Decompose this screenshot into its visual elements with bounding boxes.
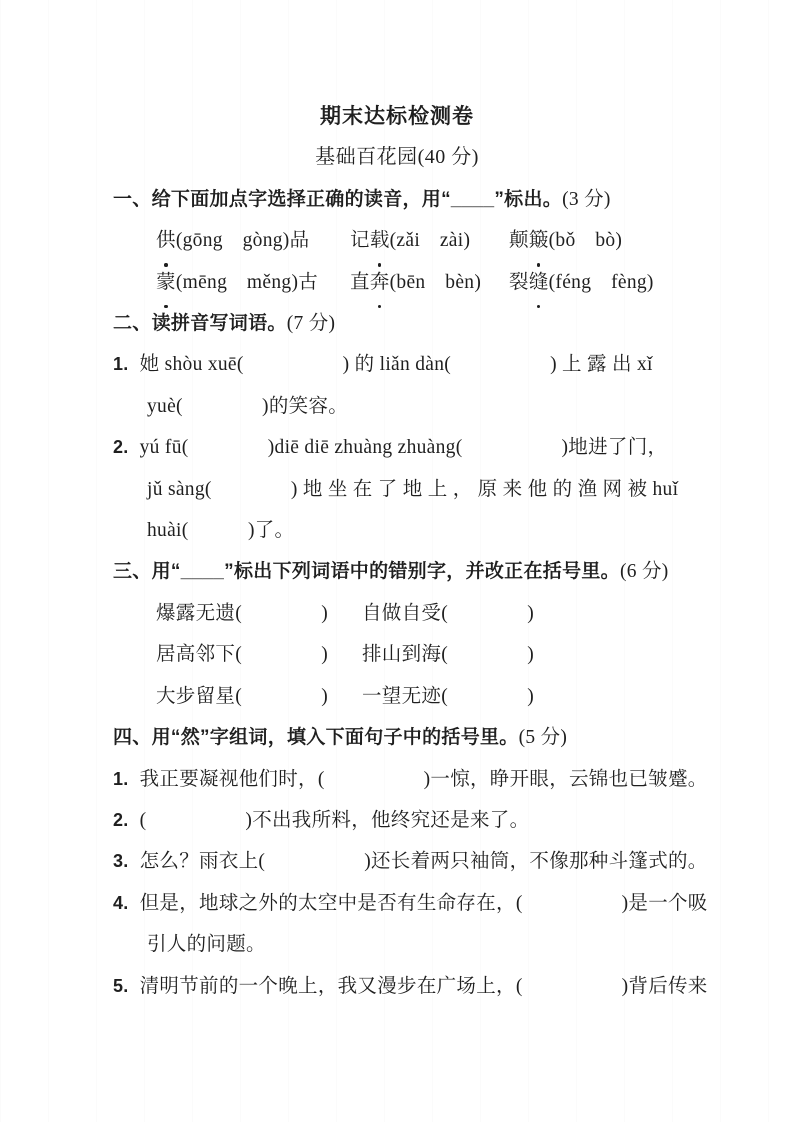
section-3-heading (113, 551, 681, 592)
page-subtitle: 基础百花园(40 分) (315, 146, 479, 169)
question-item-line (113, 344, 681, 385)
pinyin-item (509, 220, 681, 261)
section-4-heading (113, 717, 681, 758)
pinyin-item-post: (gōng gòng)品 (175, 230, 310, 252)
question-item-line (113, 883, 708, 924)
question-item-line (113, 966, 708, 1007)
dotted-char: 供 (156, 220, 176, 261)
section-2-score: (7 分) (286, 313, 336, 335)
section-3-score: (6 分) (619, 561, 669, 583)
pinyin-item-pre: 直 (350, 271, 370, 293)
pinyin-item (156, 262, 350, 303)
item-text: 她 shòu xuē( ) 的 liǎn dàn( ) 上 露 出 xǐ (139, 354, 653, 376)
question-item-line: yuè( )的笑容。 (147, 395, 349, 417)
section-1-heading-text: 一、给下面加点字选择正确的读音，用“____”标出。 (113, 188, 563, 210)
section-1-heading (113, 179, 681, 220)
section-3-heading-text: 三、用“____”标出下列词语中的错别字，并改正在括号里。 (113, 561, 620, 583)
item-number: 2. (113, 437, 129, 458)
item-text: yú fū( )diē diē zhuàng zhuàng( )地进了门， (139, 437, 668, 459)
pinyin-item-post: (féng fèng) (548, 271, 654, 293)
item-number: 5. (113, 975, 129, 996)
word-correction-row (113, 593, 681, 634)
pinyin-choice-row (113, 262, 681, 303)
question-item-line: 引人的问题。 (147, 934, 266, 956)
word-item: 自做自受( ) (362, 602, 534, 624)
section-2-heading-text: 二、读拼音写词语。 (113, 313, 287, 335)
page-title: 期末达标检测卷 (320, 105, 474, 128)
item-text: 我正要凝视他们时，( )一惊，睁开眼，云锦也已皱蹙。 (139, 768, 708, 790)
item-text: ( )不出我所料，他终究还是来了。 (139, 809, 530, 831)
dotted-char: 蒙 (156, 262, 176, 303)
question-item-line (113, 841, 708, 882)
question-item-line (113, 427, 681, 468)
dotted-char: 簸 (529, 220, 549, 261)
question-item-line (113, 759, 708, 800)
section-2-heading (113, 303, 681, 344)
pinyin-item-pre: 颠 (509, 230, 529, 252)
word-item: 大步留星( ) (156, 685, 328, 707)
dotted-char: 缝 (529, 262, 549, 303)
item-text: 但是，地球之外的太空中是否有生命存在，( )是一个吸 (139, 892, 708, 914)
item-text: 怎么？雨衣上( )还长着两只袖筒，不像那种斗篷式的。 (139, 851, 708, 873)
pinyin-item (350, 220, 509, 261)
section-1-score: (3 分) (562, 188, 611, 210)
question-item-line: huài( )了。 (147, 520, 295, 542)
word-item: 排山到海( ) (362, 644, 534, 666)
section-4-score: (5 分) (518, 727, 568, 749)
exam-content (113, 96, 708, 1007)
word-correction-row (113, 676, 681, 717)
question-item-line (113, 800, 681, 841)
pinyin-item-post: (mēng měng)古 (175, 271, 319, 293)
item-number: 2. (113, 809, 129, 830)
word-correction-row (113, 634, 681, 675)
pinyin-item (156, 220, 350, 261)
dotted-char: 奔 (370, 262, 390, 303)
question-item-line: jǔ sàng( ) 地 坐 在 了 地 上 ， 原 来 他 的 渔 网 被 huǐ (147, 478, 679, 500)
pinyin-item (509, 262, 681, 303)
pinyin-choice-row (113, 220, 681, 261)
word-item: 爆露无遗( ) (156, 602, 328, 624)
pinyin-item-pre: 裂 (509, 271, 529, 293)
item-number: 1. (113, 354, 129, 375)
dotted-char: 载 (370, 220, 390, 261)
item-number: 1. (113, 768, 129, 789)
pinyin-item (350, 262, 509, 303)
pinyin-item-pre: 记 (350, 230, 370, 252)
word-item: 居高邻下( ) (156, 644, 328, 666)
pinyin-item-post: (bēn bèn) (389, 271, 482, 293)
pinyin-item-post: (zǎi zài) (389, 230, 471, 252)
item-text: 清明节前的一个晚上，我又漫步在广场上，( )背后传来 (139, 975, 708, 997)
word-item: 一望无迹( ) (362, 685, 534, 707)
item-number: 4. (113, 892, 129, 913)
section-4-heading-text: 四、用“然”字组词，填入下面句子中的括号里。 (113, 727, 519, 749)
item-number: 3. (113, 851, 129, 872)
pinyin-item-post: (bǒ bò) (548, 230, 623, 252)
